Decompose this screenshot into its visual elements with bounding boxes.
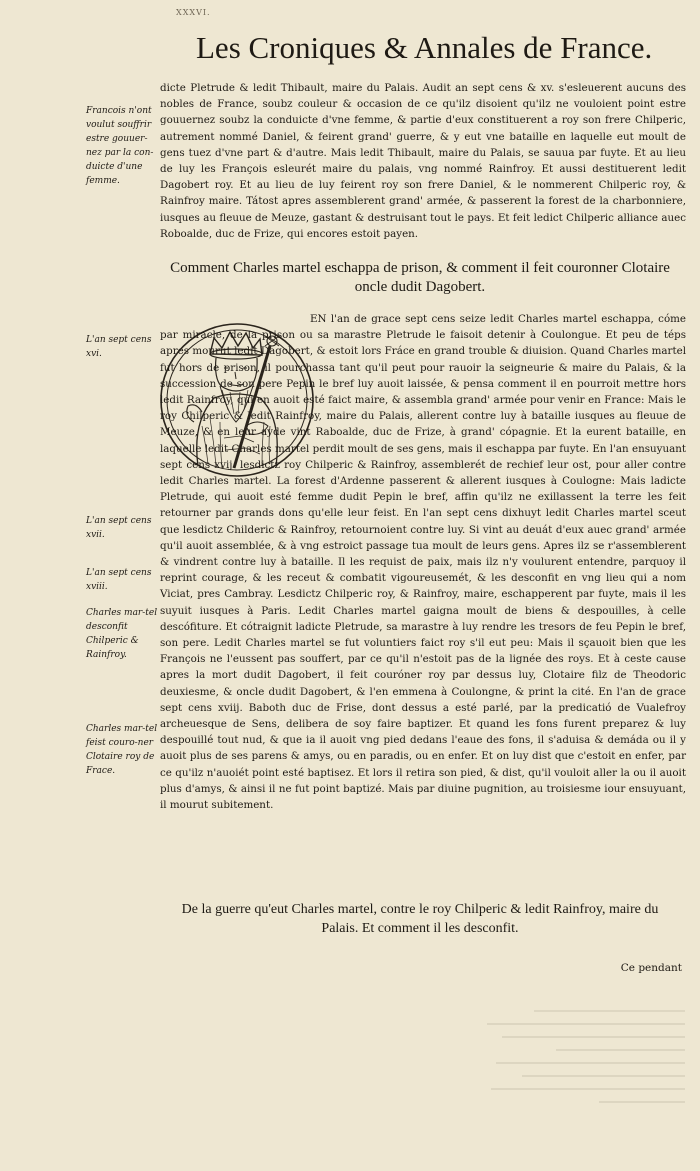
paragraph-main	[160, 311, 686, 813]
chapter-heading: De la guerre qu'eut Charles martel, contre le roy Chilperic & ledit Rainfroy, maire du Palais. Et comment il les desconfit.	[181, 902, 659, 936]
margin-note: Charles mar-tel desconfit Chilperic & Rainfroy.	[86, 608, 158, 660]
running-title: Les Croniques & Annales de France.	[196, 30, 653, 65]
margin-note: Charles mar-tel feist couro-ner Clotaire roy de Frace.	[86, 724, 158, 776]
chapter-heading: Comment Charles martel eschappa de prison, & comment il feit couronner Clotaire oncle dudit Dagobert.	[170, 260, 670, 295]
margin-note: L'an sept cens xvi.	[86, 335, 152, 359]
paragraph-text: dicte Pletrude & ledit Thibault, maire du Palais. Audit an sept cens & xv. s'esleuerent aucuns des nobles de France, soubz couleur & occasion de ce qu'ilz disoient qu'ilz ne vouloient point estre gouuernez soubz la conduicte d'vne femme, & partie d'eux constituerent a roy son frere Chilperic, autrement nommé Daniel, & feirent grand' guerre, & y eut vne bataille en laquelle eut moult de gens tuez d'vne part & d'autre. Mais ledit Thibault, maire du Palais, se sauua par fuyte. Et au lieu de luy les François esleurét maire du palais, vng nommé Rainfroy. Et aussi destituerent ledit Dagobert roy. Et au lieu de luy feirent roy son frere Daniel, & le nommerent Chilperic roy, & Rainfroy maire. Tátost apres assemblerent grand' armée, & passerent la forest de la charbonniere, iusques au fleuue de Meuze, gastant & destruisant tout le pays. Et feit ledict Chilperic alliance auec Roboalde, duc de Frize, qui encores estoit payen.	[160, 82, 686, 240]
paragraph-text: EN l'an de grace sept cens seize ledit Charles martel eschappa, cóme par miracle, de la prison ou sa marastre Pletrude le faisoit detenir à Coulongue. Et peu de téps apres mourut ledit Dagobert, & estoit lors Fráce en grand trouble & diuision. Quand Charles martel fut hors de prison, il pourchassa tant qu'il peut pour rauoir la seigneurie & maire du Palais, & la succession de son pere Pepin le bref luy auoit laissée, & pensa comment il en pourroit mettre hors ledit Rainfroy, qui en auoit esté faict maire, & assembla grand' armée pour venir en France: Mais le roy Chilperic & ledit Rainfroy, maire du Palais, allerent contre luy à bataille iusques au fleuue de Meuze, & en leur ayde vint Raboalde, duc de Frize, à grand' cópagnie. Et la eurent bataille, en laquelle ledit Charles martel perdit moult de ses gens, mais il eschappa par fuyte. En l'an ensuyuant sept cens xvij. lesdictz roy Chilperic & Rainfroy, assemblerét de rechief leur ost, pour aller contre ledit Charles martel. La forest d'Ardenne passerent & allerent iusques à Coulogne: Mais ladicte Pletrude, qui auoit esté femme dudit Pepin le bref, affin qu'ilz ne exillassent la terre les feit retourner par grands dons qu'elle leur feist. En l'an sept cens dixhuyt ledit Charles martel sceut que lesdictz Childeric & Rainfroy, retournoient contre luy. Si vint au deuát d'eux auec grand' armée qu'il auoit assemblée, & à vng estroict passage tua moult de leurs gens. Apres ilz se r'assemblerent & vindrent contre luy à bataille. Il les requist de paix, mais ilz n'y voulurent entendre, parquoy il reprint courage, & les receut & combatit vigoureusemét, & les desconfit en vng lieu qui a nom Viciat, pres Cambray. Lesdictz Chilperic roy, & Rainfroy, maire, eschapperent par fuyte, mais il les suyuit iusques à Paris. Ledit Charles martel gaigna moult de biens & despouilles, à celle descófiture. Et cótraignit ladicte Pletrude, sa marastre à luy rendre les tresors de feu Pepin le bref, son pere. Ledit Charles martel se fut voluntiers faict roy s'il eut peu: Mais il sçauoit bien que les François ne l'eussent pas souffert, par ce qu'il n'estoit pas de la lignée des roys. Et à ceste cause apres la mort dudit Dagobert, il feit couróner roy par dessus luy, Clotaire filz de Theodoric deuxiesme, & oncle dudit Dagobert, & l'en emmena à Coulongne, & print la cité. En l'an de grace sept cens xviij. Baboth duc de Frise, dont dessus a esté parlé, par la predicatió de Vualefroy archeuesque de Sens, delibera de soy faire baptizer. Et quand les fons furent preparez & luy despouillé tout nud, & que ia il auoit vng pied dedans l'eaue des fons, il s'aduisa & demáda ou il y auoit plus de ses parens & amys, ou en paradis, ou en enfer. Et on luy dist que c'estoit en enfer, par ce qu'ilz n'auoiét point esté baptisez. Et lors il retira son pied, & dist, qu'il vouloit aller la ou il auoit plus d'amys, & ainsi il ne fut point baptizé. Mais par diuine pugnition, au troisiesme iour ensuyuant, il mourut subitement.	[160, 313, 686, 812]
margin-note: L'an sept cens xvii.	[86, 516, 152, 540]
catchword: Ce pendant	[620, 962, 682, 974]
margin-note: Francois n'ont voulut souffrir estre gouuer-nez par la con-duicte d'une femme.	[86, 106, 154, 186]
paragraph-intro	[160, 80, 686, 242]
margin-note: L'an sept cens xviii.	[86, 568, 152, 592]
folio-number: XXXVI.	[176, 8, 211, 17]
show-through-text	[470, 1010, 685, 1130]
